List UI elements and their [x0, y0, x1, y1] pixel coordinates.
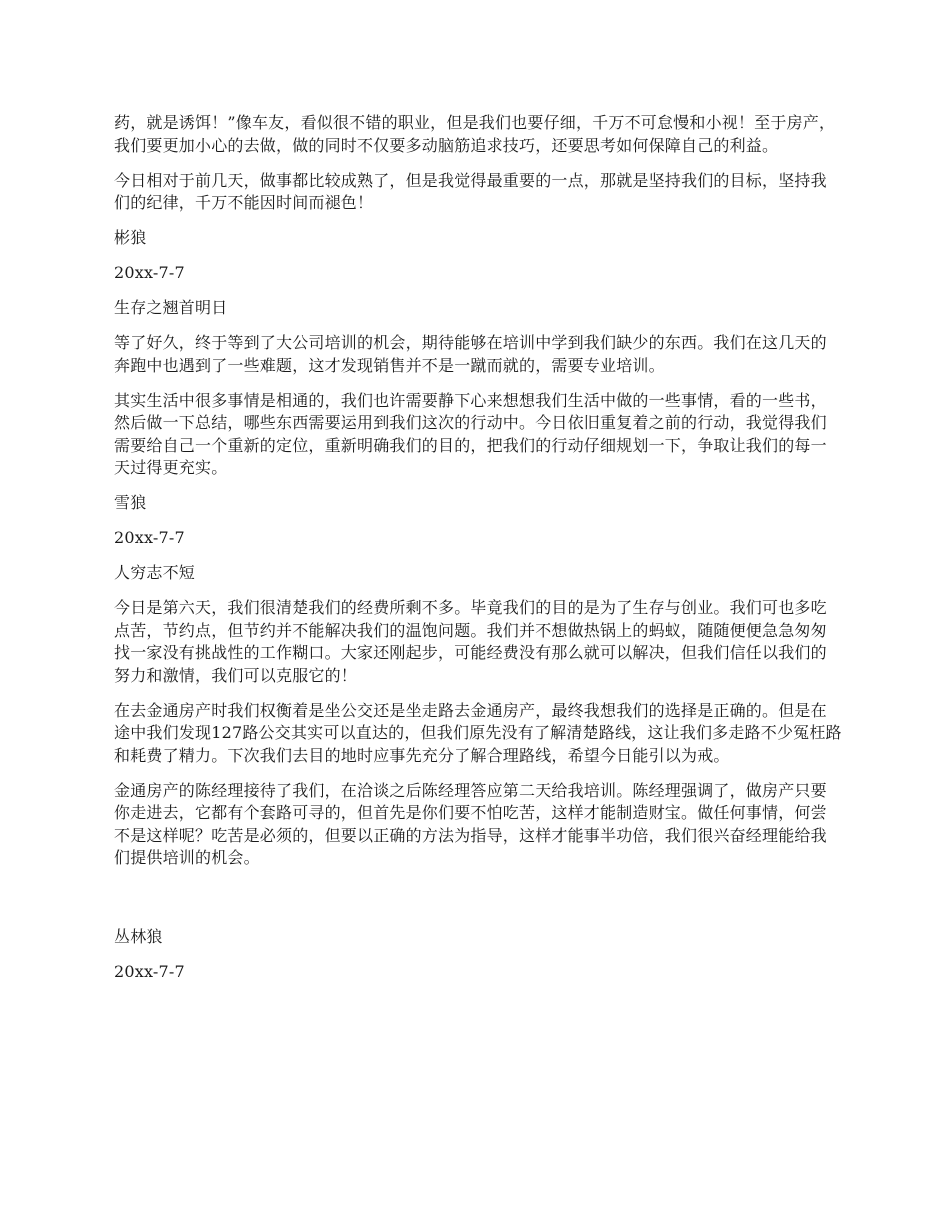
paragraph: 药，就是诱饵！”像车友，看似很不错的职业，但是我们也要仔细，千万不可怠慢和小视！至于房产，我们要更加小心的去做，做的同时不仅要多动脑筋追求技巧，还要思考如何保障自己的利益。 — [114, 113, 836, 155]
paragraph: 今日是第六天，我们很清楚我们的经费所剩不多。毕竟我们的目的是为了生存与创业。我们可也多吃点苦，节约点，但节约并不能解决我们的温饱问题。我们并不想做热锅上的蚂蚁，随随便便急急匆匆找一家没有挑战性的工作糊口。大家还刚起步，可能经费没有那么就可以解决，但我们信任以我们的努力和激情，我们可以克服它的！ — [114, 598, 827, 685]
date: 20xx-7-7 — [114, 528, 185, 547]
signature: 雪狼 — [114, 493, 147, 512]
paragraph: 金通房产的陈经理接待了我们，在洽谈之后陈经理答应第二天给我培训。陈经理强调了，做房产只要你走进去，它都有个套路可寻的，但首先是你们要不怕吃苦，这样才能制造财宝。做任何事情，何尝不是这样呢？吃苦是必须的，但要以正确的方法为指导，这样才能事半功倍，我们很兴奋经理能给我们提供培训的机会。 — [114, 780, 827, 867]
date: 20xx-7-7 — [114, 962, 185, 981]
blank-space — [114, 882, 842, 926]
signature: 丛林狼 — [114, 927, 163, 946]
paragraph: 其实生活中很多事情是相通的，我们也许需要静下心来想想我们生活中做的一些事情，看的一些书，然后做一下总结，哪些东西需要运用到我们这次的行动中。今日依旧重复着之前的行动，我觉得我们需要给自己一个重新的定位，重新明确我们的目的，把我们的行动仔细规划一下，争取让我们的每一天过得更充实。 — [114, 390, 827, 477]
section-title: 人穷志不短 — [114, 563, 196, 582]
paragraph: 在去金通房产时我们权衡着是坐公交还是坐走路去金通房产，最终我想我们的选择是正确的。但是在途中我们发现127路公交其实可以直达的，但我们原先没有了解清楚路线，这让我们多走路不少冤枉路和耗费了精力。下次我们去目的地时应事先充分了解合理路线，希望今日能引以为戒。 — [114, 700, 842, 765]
document-page — [114, 112, 842, 996]
paragraph: 等了好久，终于等到了大公司培训的机会，期待能够在培训中学到我们缺少的东西。我们在这几天的奔跑中也遇到了一些难题，这才发现销售并不是一蹴而就的，需要专业培训。 — [114, 333, 827, 375]
date: 20xx-7-7 — [114, 263, 185, 282]
section-title: 生存之翘首明日 — [114, 298, 228, 317]
signature: 彬狼 — [114, 228, 147, 247]
paragraph: 今日相对于前几天，做事都比较成熟了，但是我觉得最重要的一点，那就是坚持我们的目标，坚持我们的纪律，千万不能因时间而褪色！ — [114, 170, 827, 212]
